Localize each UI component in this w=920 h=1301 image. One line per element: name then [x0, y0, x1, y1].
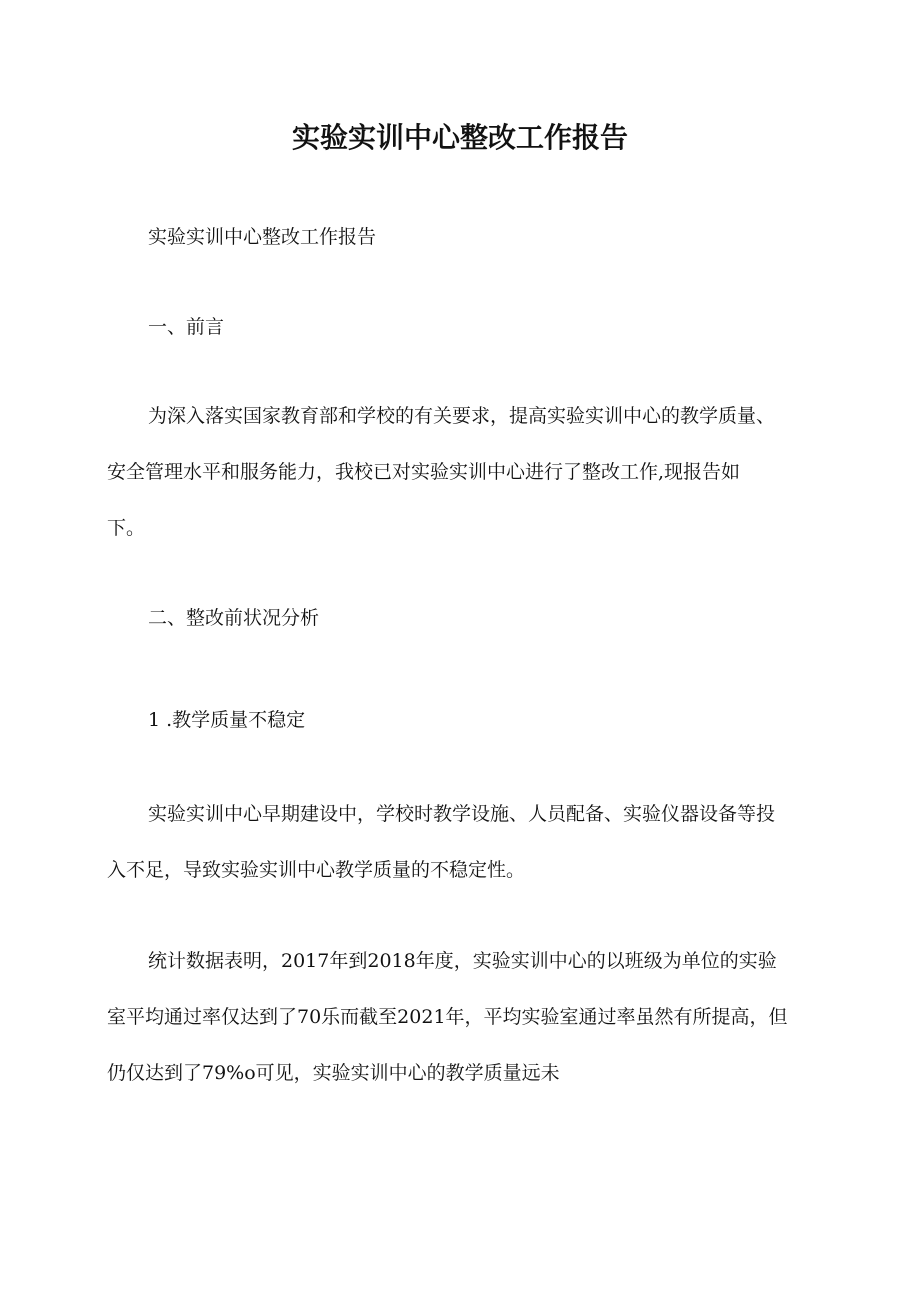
section-heading-analysis: 二、整改前状况分析	[148, 607, 320, 629]
document-subtitle: 实验实训中心整改工作报告	[148, 226, 377, 248]
subsection-heading-teaching-quality: 1 .教学质量不稳定	[148, 709, 306, 731]
paragraph-2-line-3: 仍仅达到了79%o可见，实验实训中心的教学质量远未	[107, 1062, 560, 1084]
paragraph-1-line-1: 实验实训中心早期建设中，学校时教学设施、人员配备、实验仪器设备等投	[148, 803, 776, 825]
section-heading-preface: 一、前言	[148, 316, 225, 338]
paragraph-2-line-2: 室平均通过率仅达到了70乐而截至2021年，平均实验室通过率虽然有所提高，但	[107, 1006, 788, 1028]
document-title: 实验实训中心整改工作报告	[291, 121, 628, 154]
intro-line-3: 下。	[107, 517, 146, 539]
intro-line-2: 安全管理水平和服务能力，我校已对实验实训中心进行了整改工作,现报告如	[107, 461, 741, 483]
paragraph-1-line-2: 入不足，导致实验实训中心教学质量的不稳定性。	[107, 859, 526, 881]
intro-line-1: 为深入落实国家教育部和学校的有关要求，提高实验实训中心的教学质量、	[148, 405, 776, 427]
paragraph-2-line-1: 统计数据表明，2017年到2018年度，实验实训中心的以班级为单位的实验	[148, 950, 777, 972]
